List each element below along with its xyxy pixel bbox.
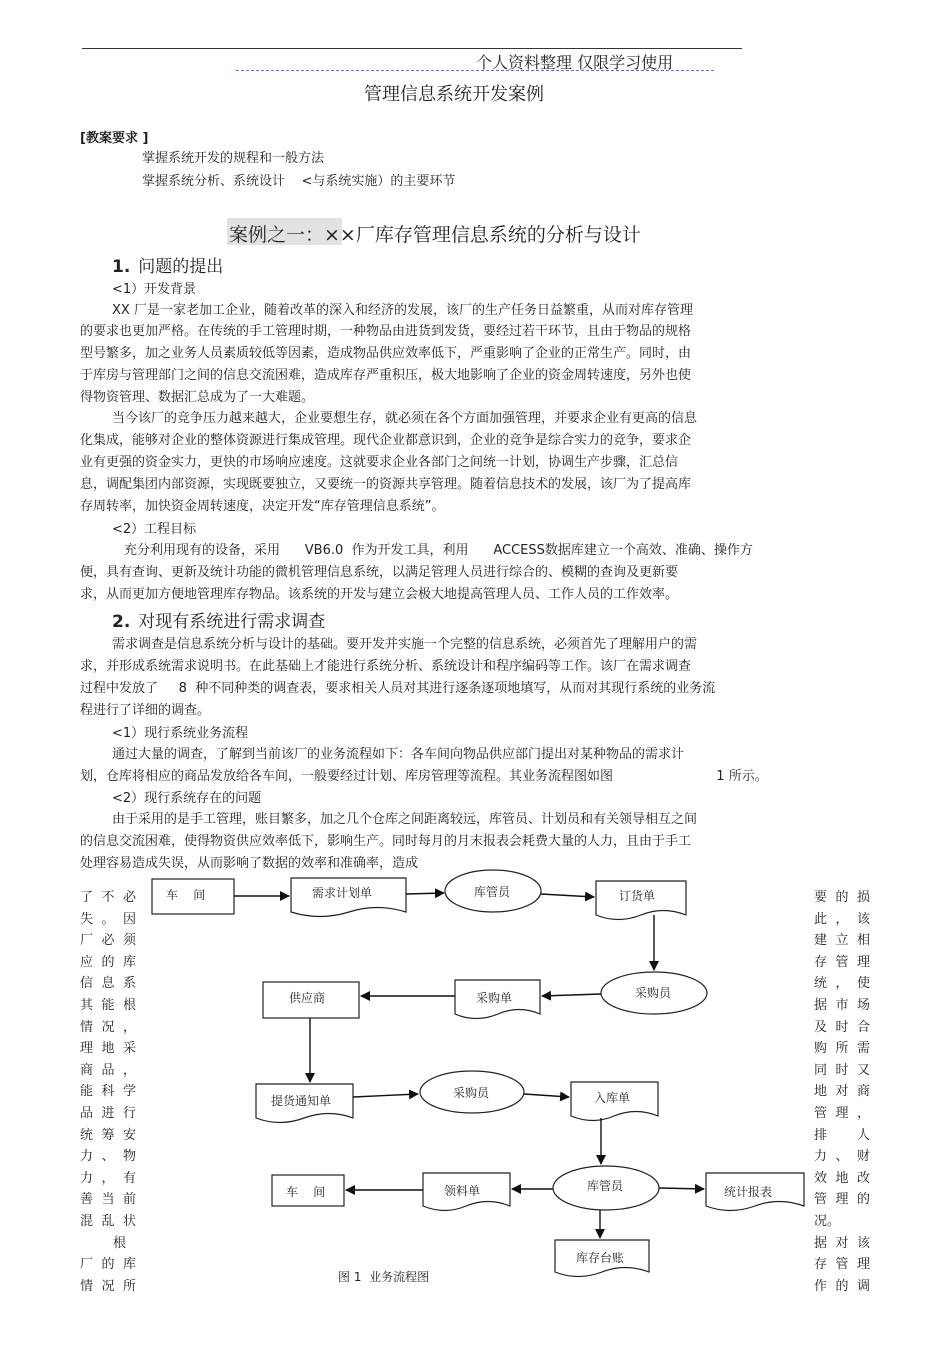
paragraph-line: 当今该厂的竞争压力越来越大，企业要想生存，就必须在各个方面加强管理，并要求企业有更高的信息 <box>112 411 698 426</box>
requirements-label: [教案要求 ] <box>80 131 149 146</box>
document-title: 管理信息系统开发案例 <box>364 84 544 105</box>
side-line: 据市场 <box>814 997 870 1013</box>
paragraph-line: 存周转率，加快资金周转速度，决定开发“库存管理信息系统”。 <box>80 499 445 514</box>
side-line: 管理的 <box>814 1192 870 1208</box>
section-1-sub-2: <2）工程目标 <box>112 522 197 537</box>
paragraph-line: 程进行了详细的调查。 <box>80 703 211 718</box>
side-line: 品进行 <box>80 1105 136 1121</box>
paragraph-line: 需求调查是信息系统分析与设计的基础。要开发并实施一个完整的信息系统，必须首先了理解用户的需 <box>112 637 698 652</box>
side-line: 信息系 <box>80 976 136 992</box>
stock-in-label: 入库单 <box>594 1091 631 1105</box>
side-line: 建立相 <box>814 933 870 949</box>
requirement-item: 掌握系统开发的规程和一般方法 <box>142 151 325 166</box>
paragraph-line: 化集成，能够对企业的整体资源进行集成管理。现代企业都意识到，企业的竞争是综合实力的竞争，要求企 <box>80 433 692 448</box>
requirement-item: 掌握系统分析、系统设计 <与系统实施）的主要环节 <box>142 174 456 189</box>
stock-ledger-label: 库存台账 <box>576 1251 625 1265</box>
purchase-order-label: 采购单 <box>476 991 513 1005</box>
side-line: 购所需 <box>814 1041 870 1057</box>
arrow-notice-to-buyer <box>353 1094 418 1097</box>
side-line: 要的损 <box>814 890 870 905</box>
side-line: 同时又 <box>814 1062 870 1078</box>
buyer-label-1: 采购员 <box>635 986 672 1000</box>
arrow-keeper-to-order <box>541 894 594 897</box>
paragraph-line: 息，调配集团内部资源，实现既要独立，又要统一的资源共享管理。随着信息技术的发展，该厂为了提高库 <box>80 477 692 492</box>
paragraph-line: 由于采用的是手工管理，账目繁多，加之几个仓库之间距离较远，库管员、计划员和有关领导相互之间 <box>112 812 698 827</box>
side-line: 排 人 <box>814 1127 870 1143</box>
buyer-label-2: 采购员 <box>453 1086 490 1100</box>
section-2-sub-1: <1）现行系统业务流程 <box>112 726 249 741</box>
side-line: 作的调 <box>814 1278 870 1294</box>
side-line: 况。 <box>814 1213 841 1229</box>
side-line: 厂必须 <box>80 933 136 949</box>
demand-plan-label: 需求计划单 <box>312 886 373 900</box>
delivery-notice-label: 提货通知单 <box>271 1094 332 1108</box>
side-line: 商品， <box>80 1062 136 1078</box>
paragraph-line: 通过大量的调查，了解到当前该厂的业务流程如下：各车间向物品供应部门提出对某种物品的需求计 <box>112 747 685 762</box>
arrow-keeper-to-report <box>659 1188 704 1189</box>
paragraph-line: XX 厂是一家老加工企业，随着改革的深入和经济的发展，该厂的生产任务日益繁重，从而对库存管理 <box>112 303 693 318</box>
case-title-rest: ××厂库存管理信息系统的分析与设计 <box>324 224 641 246</box>
paragraph-line: 便，具有查询、更新及统计功能的微机管理信息系统，以满足管理人员进行综合的、模糊的查询及更新要 <box>80 565 679 580</box>
section-1-sub-1: <1）开发背景 <box>112 282 197 297</box>
side-line: 应的库 <box>80 954 136 970</box>
stats-report-label: 统计报表 <box>724 1185 773 1199</box>
side-line: 力、财 <box>814 1149 870 1165</box>
header-note: 个人资料整理 仅限学习使用 <box>476 53 674 72</box>
paragraph-line: 过程中发放了 8 种不同种类的调查表，要求相关人员对其进行逐条逐项地填写，从而对其现行系统的业务流 <box>80 681 716 696</box>
paragraph-line: 求，从而更加方便地管理库存物品。该系统的开发与建立会极大地提高管理人员、工作人员的工作效率。 <box>80 587 679 602</box>
side-line: 力，有 <box>80 1170 136 1186</box>
side-line: 地对商 <box>814 1084 870 1100</box>
paragraph-line: 充分利用现有的设备，采用 VB6.0 作为开发工具，利用 ACCESS数据库建立一个高效、准确、操作方 <box>124 543 753 558</box>
side-line: 存管理 <box>814 1257 870 1273</box>
side-line: 效地改 <box>814 1170 870 1186</box>
side-line: 理地采 <box>80 1041 136 1057</box>
section-1-title: 问题的提出 <box>138 257 224 277</box>
paragraph-line: 于库房与管理部门之间的信息交流困难，造成库存严重积压，极大地影响了企业的资金周转速度，另外也使 <box>80 368 692 383</box>
side-line: 根 <box>112 1235 126 1251</box>
side-line: 此，该 <box>814 911 870 927</box>
case-title-prefix: 案例之一： <box>229 224 325 246</box>
section-2-number: 2. <box>112 612 131 632</box>
side-line: 及时合 <box>814 1019 870 1035</box>
order-form-label: 订货单 <box>619 889 656 903</box>
workshop-label-1: 车 间 <box>166 888 206 902</box>
figure-caption: 图 1 业务流程图 <box>338 1270 430 1284</box>
side-line: 厂的库 <box>80 1257 136 1273</box>
section-2-sub-2: <2）现行系统存在的问题 <box>112 791 262 806</box>
side-line: 了不必 <box>80 890 136 905</box>
arrow-plan-to-keeper <box>406 893 444 894</box>
side-line: 其能根 <box>80 997 136 1013</box>
paragraph-line: 得物资管理、数据汇总成为了一大难题。 <box>80 390 315 405</box>
side-line: 失。因 <box>80 911 136 927</box>
paragraph-line: 处理容易造成失误，从而影响了数据的效率和准确率，造成 <box>80 856 419 871</box>
workshop-label-2: 车 间 <box>286 1185 326 1199</box>
paragraph-line: 的要求也更加严格。在传统的手工管理时期，一种物品由进货到发货，要经过若干环节，且由于物品的规格 <box>80 324 692 339</box>
arrow-buyer-to-stockin <box>524 1094 569 1097</box>
paragraph-line: 型号繁多，加之业务人员素质较低等因素，造成物品供应效率低下，严重影响了企业的正常生产。同时，由 <box>80 346 692 361</box>
paragraph-line: 业有更强的资金实力，更快的市场响应速度。这就要求企业各部门之间统一计划，协调生产步骤，汇总信 <box>80 455 679 470</box>
side-line: 存管理 <box>814 954 870 970</box>
section-1-number: 1. <box>112 257 131 277</box>
side-line: 管理， <box>814 1105 870 1121</box>
side-line: 能科学 <box>80 1084 136 1100</box>
side-line: 统筹安 <box>80 1127 136 1143</box>
section-2-title: 对现有系统进行需求调查 <box>138 612 326 632</box>
warehouse-keeper-label-2: 库管员 <box>587 1179 624 1193</box>
side-line: 统，使 <box>814 976 870 992</box>
side-line: 善当前 <box>80 1192 136 1208</box>
supplier-label: 供应商 <box>289 991 326 1005</box>
side-line: 据对该 <box>814 1235 870 1251</box>
material-requisition-label: 领料单 <box>444 1184 481 1198</box>
side-line: 情况所 <box>80 1278 136 1294</box>
paragraph-line: 划，仓库将相应的商品发放给各车间，一般要经过计划、库房管理等流程。其业务流程图如图 1 所示。 <box>80 769 768 784</box>
arrow-buyer-to-purchase <box>542 994 601 996</box>
paragraph-line: 的信息交流困难，使得物资供应效率低下，影响生产。同时每月的月末报表会耗费大量的人力，且由于手工 <box>80 834 692 849</box>
side-line: 混乱状 <box>80 1213 136 1229</box>
side-line: 力、物 <box>80 1149 136 1165</box>
paragraph-line: 求，并形成系统需求说明书。在此基础上才能进行系统分析、系统设计和程序编码等工作。该厂在需求调查 <box>80 659 692 674</box>
warehouse-keeper-label-1: 库管员 <box>474 885 511 899</box>
side-line: 情况， <box>80 1019 136 1035</box>
